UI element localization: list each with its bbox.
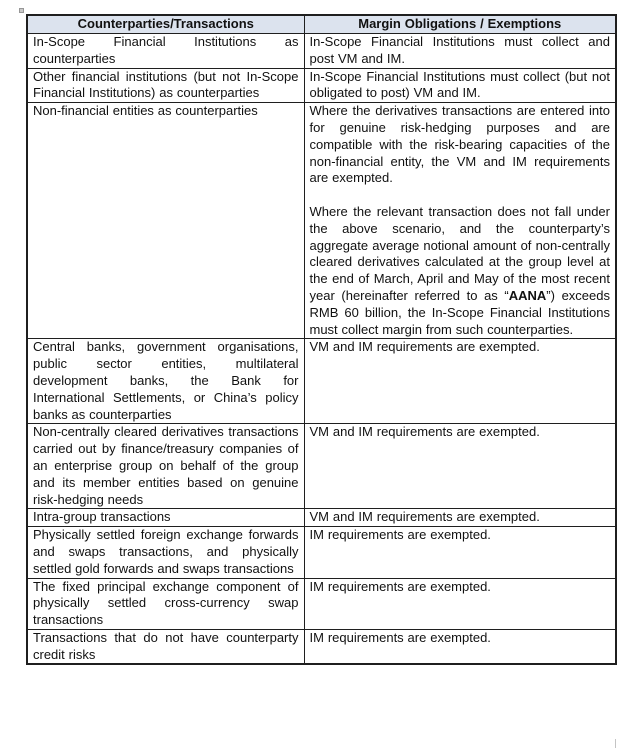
counterparty-cell: The fixed principal exchange component of physically settled cross-currency swap transactions (27, 578, 304, 629)
table-row (27, 509, 616, 527)
table-header-row (27, 15, 616, 34)
counterparty-cell: Non-financial entities as counterparties (27, 103, 304, 339)
header-counterparties-transactions: Counterparties/Transactions (27, 15, 304, 34)
obligation-cell: VM and IM requirements are exempted. (304, 424, 616, 509)
obligation-cell: In-Scope Financial Institutions must collect (but not obligated to post) VM and IM. (304, 68, 616, 103)
table-row (27, 578, 616, 629)
table-row (27, 339, 616, 424)
header-margin-obligations-exemptions: Margin Obligations / Exemptions (304, 15, 616, 34)
table-row (27, 527, 616, 578)
counterparty-cell: Non-centrally cleared derivatives transactions carried out by finance/treasury companies of an enterprise group on behalf of the group and its member entities based on genuine risk-hedging needs (27, 424, 304, 509)
counterparty-cell: Physically settled foreign exchange forwards and swaps transactions, and physically settled gold forwards and swaps transactions (27, 527, 304, 578)
table-row (27, 103, 616, 339)
margin-obligations-table (26, 14, 617, 665)
counterparty-cell: Intra-group transactions (27, 509, 304, 527)
counterparty-cell: In-Scope Financial Institutions as counterparties (27, 34, 304, 69)
counterparty-cell: Other financial institutions (but not In-Scope Financial Institutions) as counterparties (27, 68, 304, 103)
counterparty-cell: Central banks, government organisations, public sector entities, multilateral development banks, the Bank for International Settlements, or China’s policy banks as counterparties (27, 339, 304, 424)
table-row (27, 629, 616, 664)
table-row (27, 424, 616, 509)
obligation-cell: In-Scope Financial Institutions must collect and post VM and IM. (304, 34, 616, 69)
obligation-cell: Where the derivatives transactions are entered into for genuine risk-hedging purposes and are compatible with the risk-bearing capacities of the non-financial entity, the VM and IM requirements are exempted. Where the relevant transaction does not fall under the above scenario, and the counterparty’s aggregate average notional amount of non-centrally cleared derivatives calculated at the group level at the end of March, April and May of the most recent year (hereinafter referred to as “AANA”) exceeds RMB 60 billion, the In-Scope Financial Institutions must collect margin from such counterparties. (304, 103, 616, 339)
table-move-handle-icon (19, 8, 24, 13)
table-row (27, 68, 616, 103)
obligation-cell: IM requirements are exempted. (304, 578, 616, 629)
obligation-cell: IM requirements are exempted. (304, 527, 616, 578)
obligation-cell: VM and IM requirements are exempted. (304, 339, 616, 424)
table-row (27, 34, 616, 69)
obligation-cell: VM and IM requirements are exempted. (304, 509, 616, 527)
page-edge-line (615, 739, 616, 748)
counterparty-cell: Transactions that do not have counterparty credit risks (27, 629, 304, 664)
obligation-cell: IM requirements are exempted. (304, 629, 616, 664)
